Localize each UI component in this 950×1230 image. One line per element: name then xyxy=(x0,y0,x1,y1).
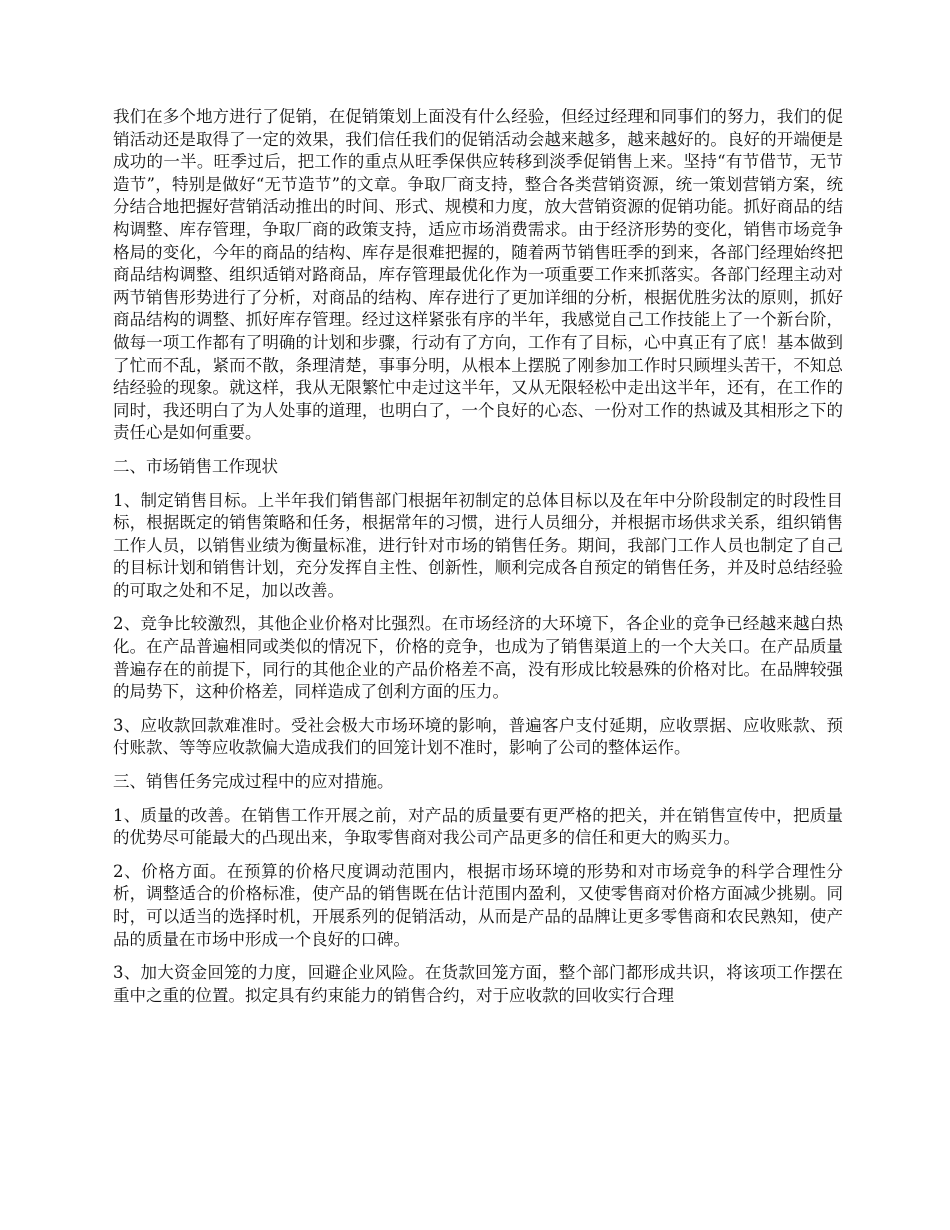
paragraph-promotion-summary: 我们在多个地方进行了促销，在促销策划上面没有什么经验，但经过经理和同事们的努力，我们的促销活动还是取得了一定的效果，我们信任我们的促销活动会越来越多，越来越好的。良好的开端便是成功的一半。旺季过后，把工作的重点从旺季保供应转移到淡季促销售上来。坚持“有节借节，无节造节”，特别是做好“无节造节”的文章。争取厂商支持，整合各类营销资源，统一策划营销方案，统分结合地把握好营销活动推出的时间、形式、规模和力度，放大营销资源的促销功能。抓好商品的结构调整、库存管理，争取厂商的政策支持，适应市场消费需求。由于经济形势的变化，销售市场竞争格局的变化，今年的商品的结构、库存是很难把握的，随着两节销售旺季的到来，各部门经理始终把商品结构调整、组织适销对路商品，库存管理最优化作为一项重要工作来抓落实。各部门经理主动对两节销售形势进行了分析，对商品的结构、库存进行了更加详细的分析，根据优胜劣汰的原则，抓好商品结构的调整、抓好库存管理。经过这样紧张有序的半年，我感觉自己工作技能上了一个新台阶，做每一项工作都有了明确的计划和步骤，行动有了方向，工作有了目标，心中真正有了底！基本做到了忙而不乱，紧而不散，条理清楚，事事分明，从根本上摆脱了刚参加工作时只顾埋头苦干，不知总结经验的现象。就这样，我从无限繁忙中走过这半年，又从无限轻松中走出这半年，还有，在工作的同时，我还明白了为人处事的道理，也明白了，一个良好的心态、一份对工作的热诚及其相形之下的责任心是如何重要。 xyxy=(113,107,843,443)
paragraph-competition: 2、竞争比较激烈，其他企业价格对比强烈。在市场经济的大环境下，各企业的竞争已经越来越白热化。在产品普遍相同或类似的情况下，价格的竞争，也成为了销售渠道上的一个大关口。在产品质量普遍存在的前提下，同行的其他企业的产品价格差不高，没有形成比较悬殊的价格对比。在品牌较强的局势下，这种价格差，同样造成了创利方面的压力。 xyxy=(113,614,843,702)
section-heading-countermeasures: 三、销售任务完成过程中的应对措施。 xyxy=(113,772,394,792)
document-page xyxy=(113,106,843,1018)
paragraph-receivables: 3、应收款回款难准时。受社会极大市场环境的影响，普遍客户支付延期，应收票据、应收账款、预付账款、等等应收款偏大造成我们的回笼计划不准时，影响了公司的整体运作。 xyxy=(113,715,843,758)
paragraph-quality-improvement: 1、质量的改善。在销售工作开展之前，对产品的质量要有更严格的把关，并在销售宣传中，把质量的优势尽可能最大的凸现出来，争取零售商对我公司产品更多的信任和更大的购买力。 xyxy=(113,805,843,848)
section-heading-market-status: 二、市场销售工作现状 xyxy=(113,456,278,476)
paragraph-sales-targets: 1、制定销售目标。上半年我们销售部门根据年初制定的总体目标以及在年中分阶段制定的时段性目标，根据既定的销售策略和任务，根据常年的习惯，进行人员细分，并根据市场供求关系，组织销售工作人员，以销售业绩为衡量标准，进行针对市场的销售任务。期间，我部门工作人员也制定了自己的目标计划和销售计划，充分发挥自主性、创新性，顺利完成各自预定的销售任务，并及时总结经验的可取之处和不足，加以改善。 xyxy=(113,490,843,600)
paragraph-pricing: 2、价格方面。在预算的价格尺度调动范围内，根据市场环境的形势和对市场竞争的科学合理性分析，调整适合的价格标准，使产品的销售既在估计范围内盈利，又使零售商对价格方面减少挑剔。同时，可以适当的选择时机，开展系列的促销活动，从而是产品的品牌让更多零售商和农民熟知，使产品的质量在市场中形成一个良好的口碑。 xyxy=(113,861,843,949)
paragraph-capital-recovery: 3、加大资金回笼的力度，回避企业风险。在货款回笼方面，整个部门都形成共识，将该项工作摆在重中之重的位置。拟定具有约束能力的销售合约，对于应收款的回收实行合理 xyxy=(113,963,843,1005)
